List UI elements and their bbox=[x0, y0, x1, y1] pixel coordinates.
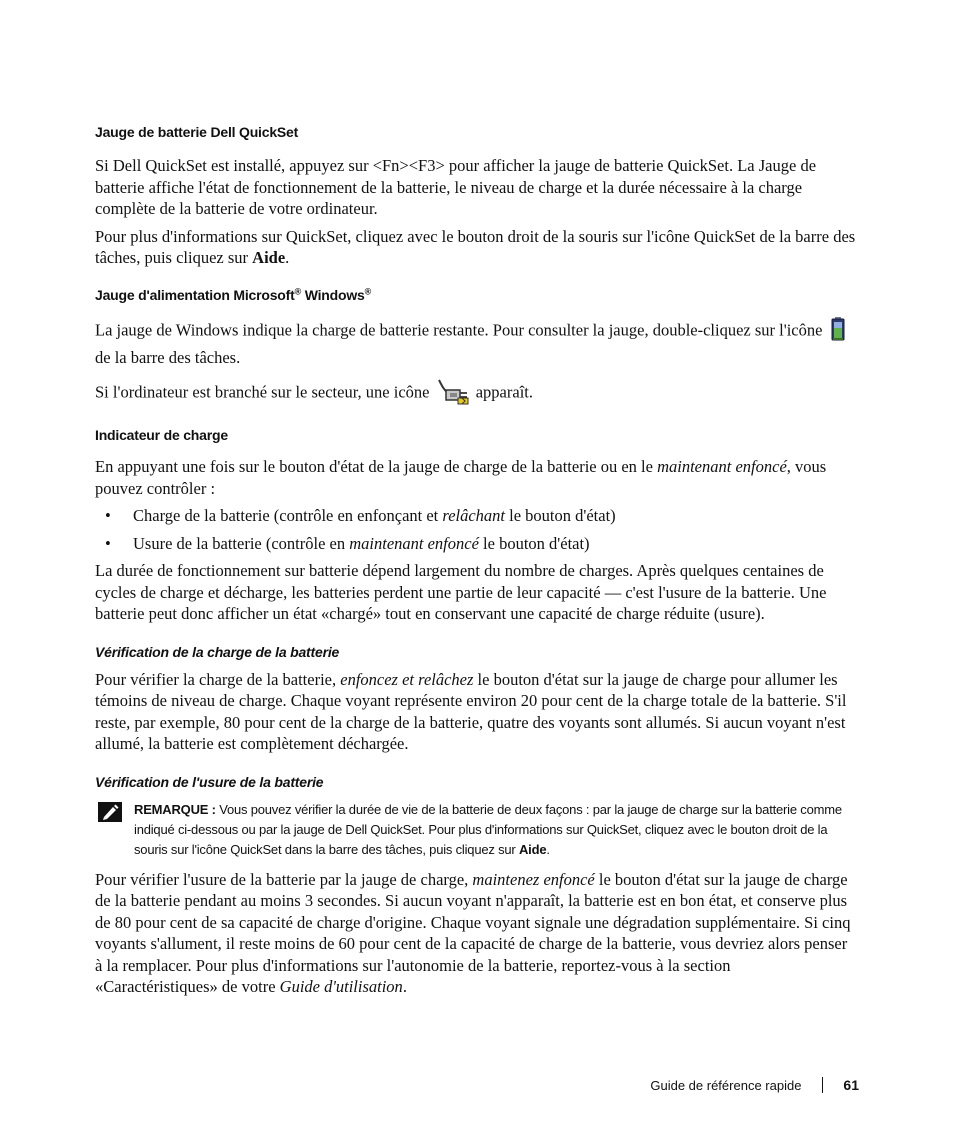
heading-dell-quickset-gauge: Jauge de batterie Dell QuickSet bbox=[95, 124, 299, 140]
paragraph-check-health: Pour vérifier l'usure de la batterie par la jauge de charge, maintenez enfoncé le bouton d'état sur la jauge de charge de la batterie pendant au moins 3 secondes. Si aucun voyant n'apparaît, la batterie est en bon état, et conserve plus de 80 pour cent de sa capacité de charge d'origine. Chaque voyant signale une dégradation supplémentaire. Si cinq voyants s'allument, il reste moins de 60 pour cent de la capacité de charge de la batterie, vous devriez alors penser à la remplacer. Pour plus d'informations sur l'autonomie de la batterie, reportez-vous à la section «Caractéristiques» de votre Guide d'utilisation. bbox=[95, 869, 851, 996]
ac-power-plug-icon bbox=[434, 376, 472, 412]
paragraph-quickset-help: Pour plus d'informations sur QuickSet, cliquez avec le bouton droit de la souris sur l'icône QuickSet de la barre des tâches, puis cliquez sur Aide. bbox=[95, 226, 856, 267]
paragraph-quickset-intro: Si Dell QuickSet est installé, appuyez sur <Fn><F3> pour afficher la jauge de batterie QuickSet. La Jauge de batterie affiche l'état de fonctionnement de la batterie, le niveau de charge et la durée nécessaire à la charge complète de la batterie de votre ordinateur. bbox=[95, 156, 817, 218]
bullet: • bbox=[105, 533, 111, 553]
page-footer bbox=[650, 1077, 859, 1093]
help-keyword: Aide bbox=[252, 248, 286, 267]
note-pencil-icon bbox=[98, 802, 122, 828]
heading-charge-indicator: Indicateur de charge bbox=[95, 427, 228, 443]
heading-check-battery-health: Vérification de l'usure de la batterie bbox=[95, 773, 324, 790]
paragraph-ac-icon: Si l'ordinateur est branché sur le secteur, une icône apparaît. bbox=[95, 376, 857, 412]
heading-check-battery-charge: Vérification de la charge de la batterie bbox=[95, 643, 340, 660]
help-keyword: Aide bbox=[518, 841, 547, 857]
check-list bbox=[95, 505, 857, 554]
list-item: • Charge de la batterie (contrôle en enfonçant et relâchant le bouton d'état) bbox=[105, 506, 616, 525]
paragraph-windows-meter: La jauge de Windows indique la charge de batterie restante. Pour consulter la jauge, double-cliquez sur l'icône de la barre des tâches. bbox=[95, 316, 857, 369]
footer-separator bbox=[822, 1077, 823, 1093]
battery-meter-icon bbox=[827, 316, 849, 348]
footer-title: Guide de référence rapide bbox=[650, 1077, 802, 1093]
page-number: 61 bbox=[843, 1077, 859, 1093]
paragraph-check-charge: Pour vérifier la charge de la batterie, enfoncez et relâchez le bouton d'état sur la jauge de charge pour allumer les témoins de niveau de charge. Chaque voyant représente environ 20 pour cent de la charge totale de la batterie. S'il reste, par exemple, 80 pour cent de la charge de la batterie, quatre des voyants sont allumés. Si aucun voyant n'est allumé, la batterie est complètement déchargée. bbox=[95, 669, 847, 753]
note-box: REMARQUE : Vous pouvez vérifier la durée de vie de la batterie de deux façons : par la jauge de charge sur la batterie comme indiqué ci-dessous ou par la jauge de Dell QuickSet. Pour plus d'informations sur QuickSet, cliquez avec le bouton droit de la souris sur l'icône QuickSet dans la barre des tâches, puis cliquez sur Aide. bbox=[95, 800, 857, 860]
heading-windows-power-meter: Jauge d'alimentation Microsoft® Windows® bbox=[95, 285, 372, 303]
page-content bbox=[95, 120, 857, 998]
paragraph-battery-wear: La durée de fonctionnement sur batterie dépend largement du nombre de charges. Après quelques centaines de cycles de charge et décharge, les batteries perdent une partie de leur capacité — c'est l'usure de la batterie. Une batterie peut donc afficher un état «chargé» tout en conservant une capacité de charge réduite (usure). bbox=[95, 561, 827, 623]
list-item: • Usure de la batterie (contrôle en maintenant enfoncé le bouton d'état) bbox=[105, 533, 590, 553]
note-label: REMARQUE : bbox=[134, 801, 216, 817]
bullet: • bbox=[105, 506, 111, 525]
paragraph-charge-indicator: En appuyant une fois sur le bouton d'état de la jauge de charge de la batterie ou en le maintenant enfoncé, vous pouvez contrôler : bbox=[95, 457, 827, 498]
